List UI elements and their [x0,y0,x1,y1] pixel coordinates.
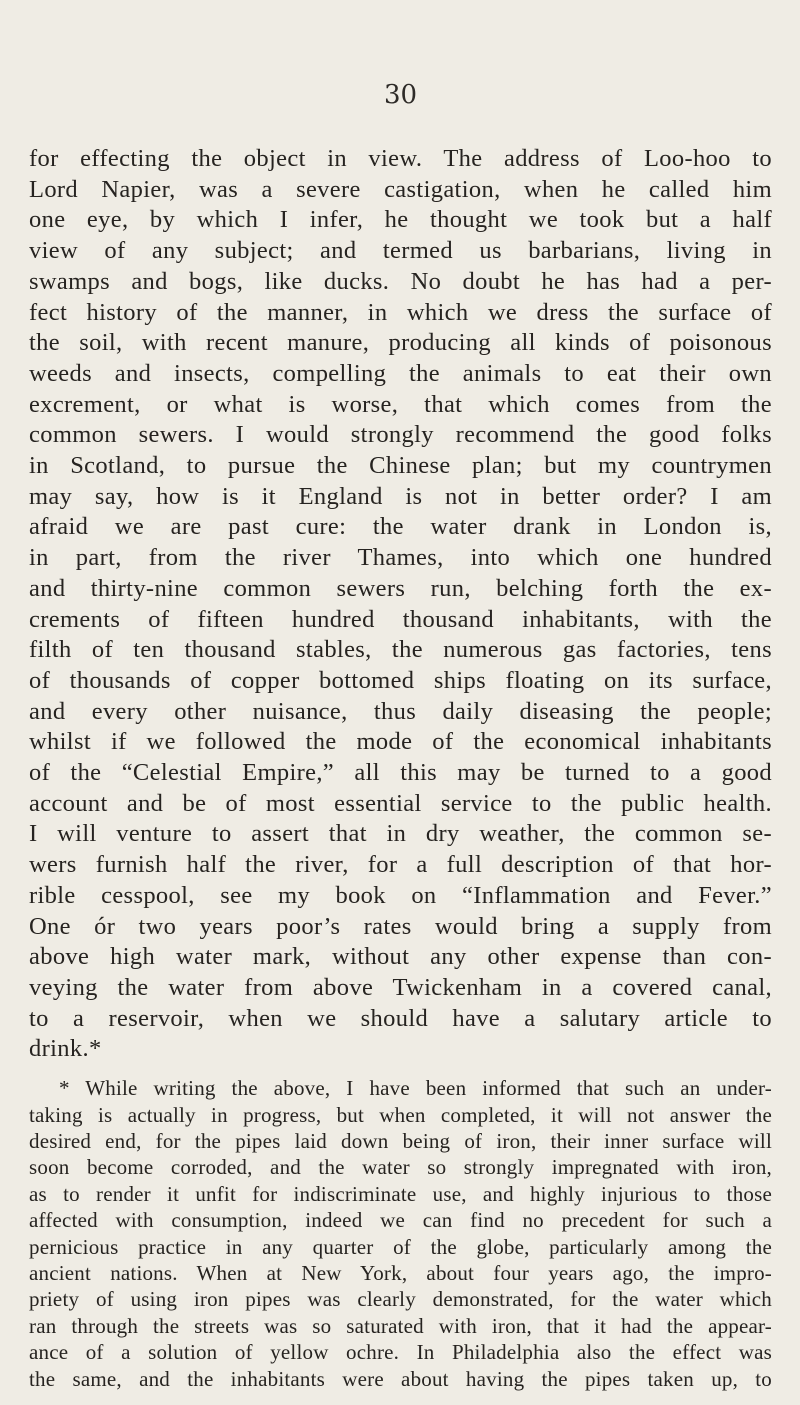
footnote-line: * While writing the above, I have been informed that such an under- [59,1076,772,1101]
body-line: afraid we are past cure: the water drank in London is, [29,513,772,541]
body-line: weeds and insects, compelling the animals to eat their own [29,359,772,387]
footnote-line: ancient nations. When at New York, about four years ago, the impro- [29,1260,772,1285]
body-line: one eye, by which I infer, he thought we took but a half [29,206,772,234]
footnote-line: desired end, for the pipes laid down being of iron, their inner surface will [29,1128,772,1153]
body-line: above high water mark, without any other expense than con- [29,943,772,971]
footnote-line: pernicious practice in any quarter of the globe, particularly among the [29,1234,772,1259]
body-line: whilst if we followed the mode of the economical inhabitants [29,728,772,756]
body-line: excrement, or what is worse, that which comes from the [29,390,772,418]
footnote [29,1075,772,1392]
body-line: in part, from the river Thames, into which one hundred [29,544,772,572]
body-line: in Scotland, to pursue the Chinese plan; but my countrymen [29,452,772,480]
body-line: drink.* [29,1035,102,1063]
body-line: view of any subject; and termed us barbarians, living in [29,237,772,265]
body-line: of thousands of copper bottomed ships floating on its surface, [29,666,772,694]
body-line: the soil, with recent manure, producing all kinds of poisonous [29,329,772,357]
body-line: for effecting the object in view. The address of Loo-hoo to [29,145,772,172]
footnote-line: taking is actually in progress, but when completed, it will not answer the [29,1102,772,1127]
page-number: 30 [383,80,418,110]
body-line: wers furnish half the river, for a full description of that hor- [29,851,772,879]
body-line: account and be of most essential service to the public health. [29,789,772,817]
footnote-line: ance of a solution of yellow ochre. In Philadelphia also the effect was [29,1340,772,1365]
body-line: of the “Celestial Empire,” all this may be turned to a good [29,759,772,787]
body-line: crements of fifteen hundred thousand inhabitants, with the [29,605,772,633]
body-line: veying the water from above Twickenham in a covered canal, [29,973,772,1001]
body-line: and every other nuisance, thus daily diseasing the people; [29,697,772,725]
footnote-line: as to render it unfit for indiscriminate use, and highly injurious to those [29,1181,772,1206]
body-line: filth of ten thousand stables, the numerous gas factories, tens [29,636,772,664]
body-line: I will venture to assert that in dry weather, the common se- [29,820,772,848]
body-line: One ór two years poor’s rates would bring a supply from [29,912,772,940]
footnote-line: soon become corroded, and the water so strongly impregnated with iron, [29,1155,772,1180]
body-line: fect history of the manner, in which we dress the surface of [29,298,772,326]
body-line: may say, how is it England is not in better order? I am [29,482,772,510]
body-line: swamps and bogs, like ducks. No doubt he has had a per- [29,267,772,295]
footnote-line: the same, and the inhabitants were about having the pipes taken up, to [29,1366,772,1391]
main-paragraph [29,144,772,1065]
body-line: rible cesspool, see my book on “Inflammation and Fever.” [29,881,772,909]
body-line: common sewers. I would strongly recommend the good folks [29,421,772,449]
footnote-line: affected with consumption, indeed we can find no precedent for such a [29,1208,772,1233]
body-line: to a reservoir, when we should have a salutary article to [29,1004,772,1032]
footnote-line: priety of using iron pipes was clearly demonstrated, for the water which [29,1287,772,1312]
footnote-line: ran through the streets was so saturated with iron, that it had the appear- [29,1313,772,1338]
body-line: Lord Napier, was a severe castigation, when he called him [29,175,772,203]
body-line: and thirty-nine common sewers run, belching forth the ex- [29,574,772,602]
